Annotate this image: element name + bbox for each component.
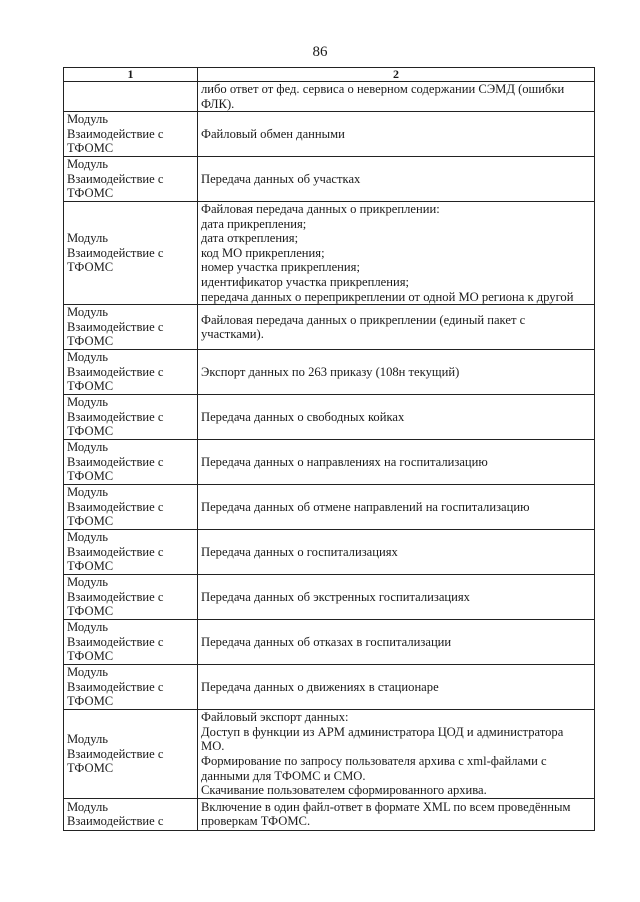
module-name-cell [64,305,198,350]
module-name-cell [64,485,198,530]
requirements-table [63,67,595,831]
function-description-cell [198,156,595,201]
module-name-line: Модуль [67,395,108,410]
function-description-cell [198,82,595,112]
function-description-line: Доступ в функции из АРМ администратора ЦОД и администратора [201,724,564,739]
function-description-line: Передача данных о госпитализациях [201,544,398,559]
function-description-line: ФЛК). [201,96,235,111]
module-name-line: Взаимодействие с [67,454,164,469]
module-name-cell [64,395,198,440]
function-description-line: МО. [201,739,225,754]
module-name-line: Взаимодействие с [67,364,164,379]
module-name-cell [64,530,198,575]
table-row [64,156,595,201]
module-name-cell [64,710,198,799]
module-name-line: Взаимодействие с [67,679,164,694]
module-name-line: Модуль [67,305,108,320]
module-name-cell [64,201,198,304]
module-name-line: Модуль [67,799,108,814]
module-name-line: ТФОМС [67,334,114,349]
function-description-cell [198,530,595,575]
function-description-line: участками). [201,327,264,342]
module-name-line: ТФОМС [67,649,114,664]
table-row [64,620,595,665]
table-row [64,82,595,112]
function-description-line: проверкам ТФОМС. [201,814,311,829]
function-description-cell [198,710,595,799]
column-header-2: 2 [198,68,595,82]
function-description-line: Файловая передача данных о прикреплении (единый пакет с [201,312,526,327]
table-row [64,530,595,575]
module-name-line: Модуль [67,732,108,747]
module-name-line: Взаимодействие с [67,499,164,514]
function-description-line: Формирование по запросу пользователя архива с xml-файлами с [201,753,547,768]
module-name-cell [64,665,198,710]
module-name-cell [64,620,198,665]
function-description-line: Включение в один файл-ответ в формате XML по всем проведённым [201,799,571,814]
table-header-row [64,68,595,82]
module-name-line: ТФОМС [67,469,114,484]
module-name-line: Модуль [67,620,108,635]
module-name-line: ТФОМС [67,141,114,156]
module-name-line: Модуль [67,440,108,455]
module-name-line: Модуль [67,350,108,365]
module-name-cell [64,798,198,830]
function-description-line: Передача данных об отказах в госпитализации [201,634,452,649]
function-description-cell [198,665,595,710]
column-header-1: 1 [64,68,198,82]
table-row [64,201,595,304]
module-name-line: Взаимодействие с [67,589,164,604]
module-name-cell [64,112,198,157]
module-name-line: Взаимодействие с [67,634,164,649]
function-description-line: дата прикрепления; [201,216,307,231]
module-name-line: ТФОМС [67,694,114,709]
function-description-line: либо ответ от фед. сервиса о неверном содержании СЭМД (ошибки [201,82,565,96]
module-name-line: Модуль [67,157,108,172]
module-name-line: ТФОМС [67,260,114,275]
module-name-line: Взаимодействие с [67,814,164,829]
function-description-line: Передача данных об участках [201,171,361,186]
module-name-line: ТФОМС [67,424,114,439]
function-description-line: Файловая передача данных о прикреплении: [201,201,440,216]
function-description-cell [198,485,595,530]
module-name-line: Взаимодействие с [67,746,164,761]
module-name-line: Модуль [67,485,108,500]
table-row [64,440,595,485]
table-row [64,710,595,799]
function-description-line: данными для ТФОМС и СМО. [201,768,366,783]
function-description-cell [198,620,595,665]
module-name-cell [64,82,198,112]
function-description-line: Файловый экспорт данных: [201,710,349,725]
table-row [64,798,595,830]
module-name-cell [64,350,198,395]
module-name-line: ТФОМС [67,514,114,529]
table-row [64,485,595,530]
module-name-line: Взаимодействие с [67,171,164,186]
function-description-cell [198,201,595,304]
function-description-cell [198,575,595,620]
module-name-line: Модуль [67,112,108,127]
module-name-line: ТФОМС [67,604,114,619]
table-row [64,305,595,350]
module-name-line: Взаимодействие с [67,319,164,334]
module-name-line: ТФОМС [67,761,114,776]
module-name-line: Модуль [67,665,108,680]
function-description-line: код МО прикрепления; [201,245,325,260]
module-name-line: ТФОМС [67,379,114,394]
module-name-line: Взаимодействие с [67,409,164,424]
table-row [64,575,595,620]
function-description-cell [198,350,595,395]
module-name-line: ТФОМС [67,186,114,201]
function-description-line: Файловый обмен данными [201,126,345,141]
module-name-cell [64,440,198,485]
module-name-line: Модуль [67,231,108,246]
module-name-cell [64,156,198,201]
page-number: 86 [312,44,328,60]
table-row [64,665,595,710]
function-description-line: Передача данных о свободных койках [201,409,405,424]
module-name-line: Взаимодействие с [67,544,164,559]
module-name-line: Модуль [67,575,108,590]
function-description-cell [198,112,595,157]
table-row [64,350,595,395]
function-description-line: Передача данных об экстренных госпитализациях [201,589,470,604]
table-row [64,112,595,157]
function-description-line: Передача данных о движениях в стационаре [201,679,439,694]
function-description-line: передача данных о переприкреплении от одной МО региона к другой [201,289,574,304]
module-name-line: ТФОМС [67,559,114,574]
function-description-line: Экспорт данных по 263 приказу (108н текущий) [201,364,460,379]
module-name-line: Взаимодействие с [67,126,164,141]
module-name-cell [64,575,198,620]
function-description-line: Передача данных о направлениях на госпитализацию [201,454,488,469]
function-description-line: дата открепления; [201,231,299,246]
function-description-cell [198,305,595,350]
module-name-line: Взаимодействие с [67,245,164,260]
module-name-line: Модуль [67,530,108,545]
function-description-cell [198,440,595,485]
function-description-cell [198,395,595,440]
function-description-line: Передача данных об отмене направлений на госпитализацию [201,499,530,514]
table-row [64,395,595,440]
function-description-line: номер участка прикрепления; [201,260,360,275]
function-description-cell [198,798,595,830]
function-description-line: идентификатор участка прикрепления; [201,274,410,289]
function-description-line: Скачивание пользователем сформированного архива. [201,783,487,798]
